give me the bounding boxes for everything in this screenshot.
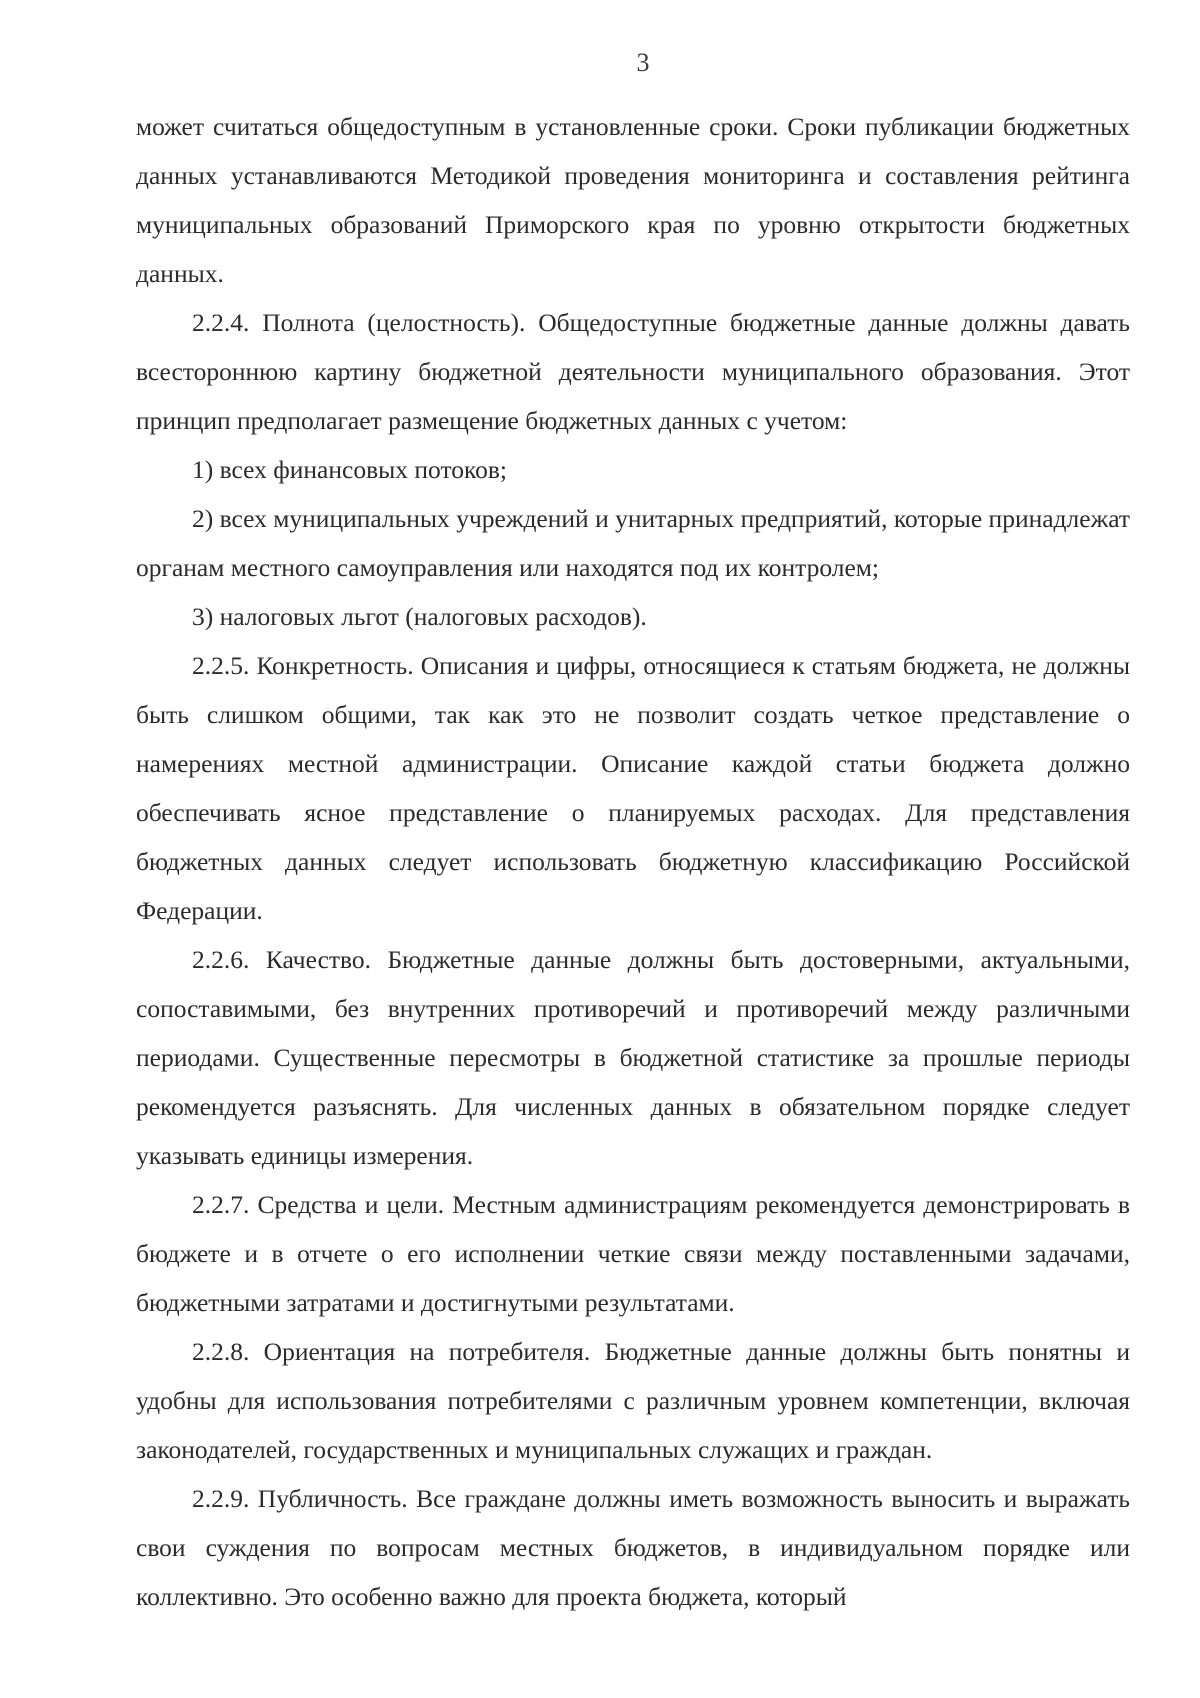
paragraph-2-2-7: 2.2.7. Средства и цели. Местным администрациям рекомендуется демонстрировать в бюджете и в отчете о его исполнении четкие связи между поставленными задачами, бюджетными затратами и достигнутыми результатами. <box>136 1190 1130 1317</box>
document-body <box>136 102 1130 1621</box>
paragraph-2-2-4: 2.2.4. Полнота (целостность). Общедоступные бюджетные данные должны давать всестороннюю картину бюджетной деятельности муниципального образования. Этот принцип предполагает размещение бюджетных данных с учетом: <box>136 308 1130 435</box>
paragraph-continuation: может считаться общедоступным в установленные сроки. Сроки публикации бюджетных данных устанавливаются Методикой проведения мониторинга и составления рейтинга муниципальных образований Приморского края по уровню открытости бюджетных данных. <box>136 112 1130 288</box>
list-item-3: 3) налоговых льгот (налоговых расходов). <box>192 602 647 631</box>
page-number: 3 <box>636 48 650 77</box>
paragraph-2-2-8: 2.2.8. Ориентация на потребителя. Бюджетные данные должны быть понятны и удобны для использования потребителями с различным уровнем компетенции, включая законодателей, государственных и муниципальных служащих и граждан. <box>136 1337 1130 1464</box>
list-item-1: 1) всех финансовых потоков; <box>192 455 507 484</box>
paragraph-2-2-6: 2.2.6. Качество. Бюджетные данные должны быть достоверными, актуальными, сопоставимыми, без внутренних противоречий и противоречий между различными периодами. Существенные пересмотры в бюджетной статистике за прошлые периоды рекомендуется разъяснять. Для численных данных в обязательном порядке следует указывать единицы измерения. <box>136 945 1130 1170</box>
paragraph-2-2-9: 2.2.9. Публичность. Все граждане должны иметь возможность выносить и выражать свои суждения по вопросам местных бюджетов, в индивидуальном порядке или коллективно. Это особенно важно для проекта бюджета, который <box>136 1484 1130 1611</box>
list-item-2: 2) всех муниципальных учреждений и унитарных предприятий, которые принадлежат органам местного самоуправления или находятся под их контролем; <box>136 504 1130 582</box>
paragraph-2-2-5: 2.2.5. Конкретность. Описания и цифры, относящиеся к статьям бюджета, не должны быть слишком общими, так как это не позволит создать четкое представление о намерениях местной администрации. Описание каждой статьи бюджета должно обеспечивать ясное представление о планируемых расходах. Для представления бюджетных данных следует использовать бюджетную классификацию Российской Федерации. <box>136 651 1130 925</box>
